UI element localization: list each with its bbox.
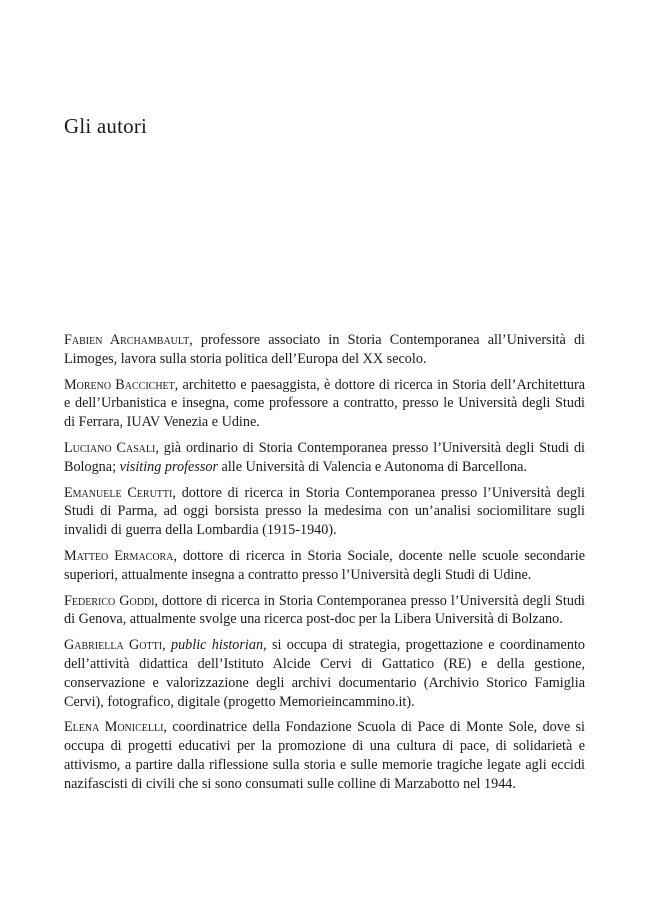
author-name: Luciano Casali bbox=[64, 439, 156, 456]
author-name: Moreno Baccichet bbox=[64, 376, 175, 393]
author-name: Federico Goddi bbox=[64, 592, 155, 609]
author-bio bbox=[64, 331, 585, 369]
author-description: , architetto e paesaggista, è dottore di ricerca in Storia dell’Architettura e dell’Urbanistica e insegna, come professore a contratto, presso le Università degli Studi di Ferrara, IUAV Venezia e Udine. bbox=[64, 376, 585, 431]
author-description: , dottore di ricerca in Storia Contemporanea presso l’Università degli Studi di Genova, attualmente svolge una ricerca post-doc per la Libera Università di Bolzano. bbox=[64, 592, 585, 628]
page-heading: Gli autori bbox=[64, 114, 148, 138]
author-bio bbox=[64, 547, 585, 585]
author-description: , già ordinario di Storia Contemporanea presso l’Università degli Studi di Bologna; bbox=[64, 439, 585, 475]
author-description-end: , si occupa di strategia, progettazione e coordinamento dell’attività didattica dell’Istituto Alcide Cervi di Gattatico (RE) e della gestione, conservazione e valorizzazione degli archivi documentario (Archivio Storico Famiglia Cervi), fotografico, digitale (progetto Memorieincammino.it). bbox=[64, 637, 585, 710]
author-description-italic: public historian bbox=[170, 637, 264, 654]
author-description: , coordinatrice della Fondazione Scuola di Pace di Monte Sole, dove si occupa di progetti educativi per la promozione di una cultura di pace, di solidarietà e attivismo, a partire dalla riflessione sulla storia e sulle memorie tragiche legate agli eccidi nazifascisti di civili che si sono consumati sulle colline di Marzabotto nel 1944. bbox=[64, 719, 585, 792]
author-name: Gabriella Gotti bbox=[64, 637, 163, 654]
author-name: Emanuele Cerutti bbox=[64, 484, 173, 501]
author-description: , professore associato in Storia Contemporanea all’Università di Limoges, lavora sulla storia politica dell’Europa del XX secolo. bbox=[64, 332, 585, 367]
author-bio-list bbox=[64, 331, 585, 801]
author-bio bbox=[64, 718, 585, 793]
author-bio bbox=[64, 439, 585, 477]
author-description-end: alle Università di Valencia e Autonoma di Barcellona. bbox=[217, 458, 527, 475]
author-bio bbox=[64, 484, 585, 540]
author-description: , dottore di ricerca in Storia Contemporanea presso l’Università degli Studi di Parma, ad oggi borsista presso la medesima con un’analisi sociomilitare sugli invalidi di guerra della Lombardia (1915-1940). bbox=[64, 484, 585, 539]
author-name: Fabien Archambault bbox=[64, 332, 190, 348]
author-bio bbox=[64, 376, 585, 432]
author-bio bbox=[64, 592, 585, 630]
author-name: Elena Monicelli bbox=[64, 719, 164, 736]
author-bio bbox=[64, 636, 585, 711]
author-description: , bbox=[162, 637, 171, 654]
author-description-italic: visiting professor bbox=[119, 458, 218, 475]
author-description: , dottore di ricerca in Storia Sociale, docente nelle scuole secondarie superiori, attualmente insegna a contratto presso l’Università degli Studi di Udine. bbox=[64, 547, 585, 583]
author-name: Matteo Ermacora bbox=[64, 547, 174, 564]
